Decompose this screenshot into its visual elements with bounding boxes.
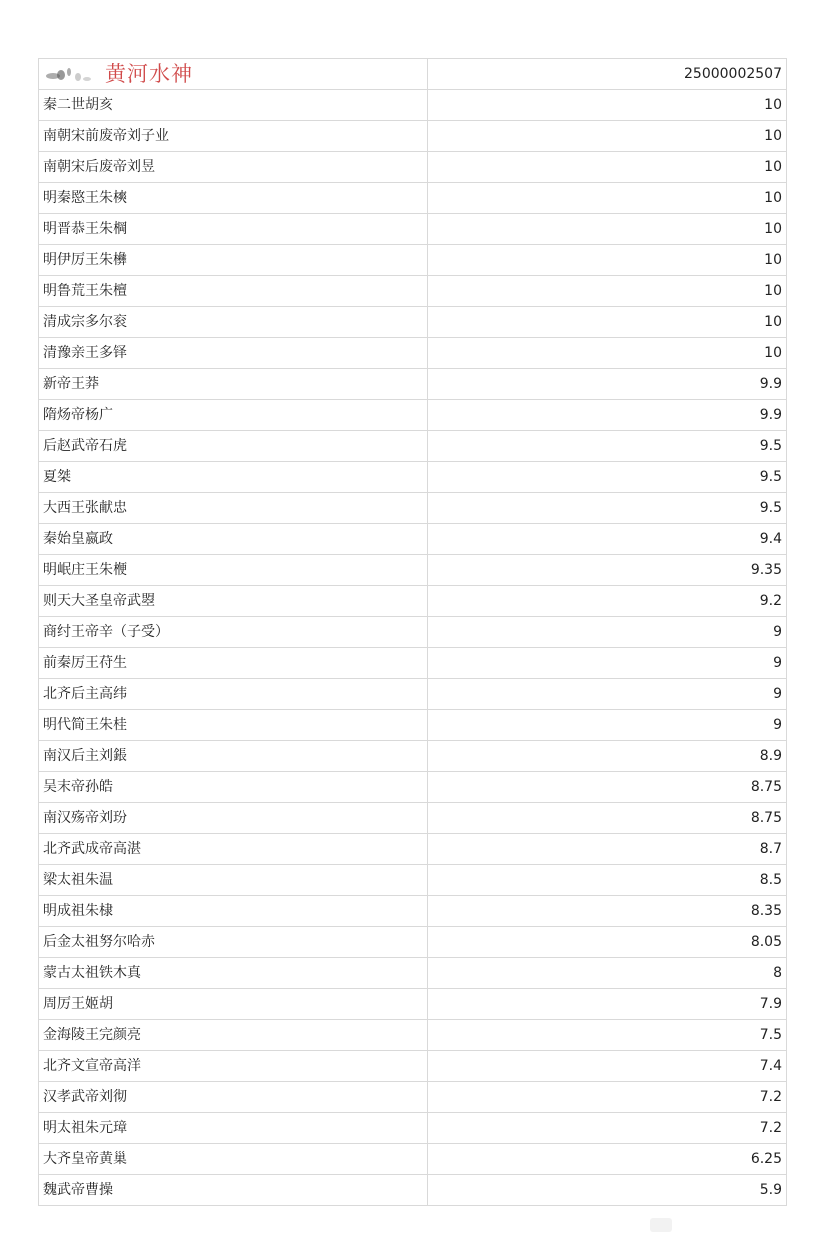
header-row	[39, 59, 787, 90]
name-cell[interactable]: 前秦厉王苻生	[39, 648, 428, 679]
value-cell[interactable]: 7.9	[428, 989, 787, 1020]
value-cell[interactable]: 7.2	[428, 1082, 787, 1113]
value-cell[interactable]: 8.75	[428, 803, 787, 834]
table-row	[39, 493, 787, 524]
header-value-cell[interactable]: 25000002507	[428, 59, 787, 90]
name-cell[interactable]: 明晋恭王朱棡	[39, 214, 428, 245]
value-cell[interactable]: 8.7	[428, 834, 787, 865]
table-row	[39, 214, 787, 245]
value-cell[interactable]: 9.9	[428, 369, 787, 400]
table-row	[39, 1020, 787, 1051]
name-cell[interactable]: 清豫亲王多铎	[39, 338, 428, 369]
value-cell[interactable]: 10	[428, 276, 787, 307]
table-row	[39, 245, 787, 276]
table-row	[39, 958, 787, 989]
value-cell[interactable]: 9.5	[428, 493, 787, 524]
table-row	[39, 772, 787, 803]
name-cell[interactable]: 北齐文宣帝高洋	[39, 1051, 428, 1082]
name-cell[interactable]: 夏桀	[39, 462, 428, 493]
value-cell[interactable]: 6.25	[428, 1144, 787, 1175]
table-row	[39, 865, 787, 896]
name-cell[interactable]: 后金太祖努尔哈赤	[39, 927, 428, 958]
value-cell[interactable]: 9.5	[428, 431, 787, 462]
name-cell[interactable]: 北齐后主高纬	[39, 679, 428, 710]
table-row	[39, 524, 787, 555]
table-row	[39, 1113, 787, 1144]
table-row	[39, 152, 787, 183]
value-cell[interactable]: 7.4	[428, 1051, 787, 1082]
name-cell[interactable]: 蒙古太祖铁木真	[39, 958, 428, 989]
name-cell[interactable]: 明太祖朱元璋	[39, 1113, 428, 1144]
watermark-mark	[650, 1218, 672, 1232]
table-row	[39, 276, 787, 307]
name-cell[interactable]: 清成宗多尔衮	[39, 307, 428, 338]
value-cell[interactable]: 9	[428, 710, 787, 741]
value-cell[interactable]: 10	[428, 245, 787, 276]
value-cell[interactable]: 10	[428, 90, 787, 121]
name-cell[interactable]: 北齐武成帝高湛	[39, 834, 428, 865]
name-cell[interactable]: 南朝宋前废帝刘子业	[39, 121, 428, 152]
name-cell[interactable]: 后赵武帝石虎	[39, 431, 428, 462]
table-row	[39, 1175, 787, 1206]
value-cell[interactable]: 9.35	[428, 555, 787, 586]
table-row	[39, 710, 787, 741]
table-row	[39, 1051, 787, 1082]
name-cell[interactable]: 大西王张献忠	[39, 493, 428, 524]
name-cell[interactable]: 吴末帝孙皓	[39, 772, 428, 803]
table-row	[39, 1082, 787, 1113]
name-cell[interactable]: 梁太祖朱温	[39, 865, 428, 896]
value-cell[interactable]: 9.4	[428, 524, 787, 555]
table-row	[39, 90, 787, 121]
value-cell[interactable]: 8	[428, 958, 787, 989]
header-name-cell[interactable]	[39, 59, 428, 90]
spreadsheet	[38, 58, 784, 1206]
name-cell[interactable]: 魏武帝曹操	[39, 1175, 428, 1206]
name-cell[interactable]: 南汉后主刘鋹	[39, 741, 428, 772]
value-cell[interactable]: 7.5	[428, 1020, 787, 1051]
name-cell[interactable]: 明秦愍王朱樉	[39, 183, 428, 214]
name-cell[interactable]: 明成祖朱棣	[39, 896, 428, 927]
table-row	[39, 617, 787, 648]
table-row	[39, 555, 787, 586]
name-cell[interactable]: 明伊厉王朱㰘	[39, 245, 428, 276]
value-cell[interactable]: 10	[428, 214, 787, 245]
name-cell[interactable]: 南朝宋后废帝刘昱	[39, 152, 428, 183]
value-cell[interactable]: 8.35	[428, 896, 787, 927]
value-cell[interactable]: 9	[428, 679, 787, 710]
value-cell[interactable]: 10	[428, 121, 787, 152]
table-row	[39, 400, 787, 431]
table-row	[39, 183, 787, 214]
name-cell[interactable]: 大齐皇帝黄巢	[39, 1144, 428, 1175]
table-row	[39, 431, 787, 462]
name-cell[interactable]: 汉孝武帝刘彻	[39, 1082, 428, 1113]
value-cell[interactable]: 9	[428, 648, 787, 679]
name-cell[interactable]: 明岷庄王朱楩	[39, 555, 428, 586]
table-row	[39, 338, 787, 369]
name-cell[interactable]: 隋炀帝杨广	[39, 400, 428, 431]
value-cell[interactable]: 10	[428, 183, 787, 214]
table-row	[39, 834, 787, 865]
table-row	[39, 741, 787, 772]
table-row	[39, 803, 787, 834]
name-cell[interactable]: 明鲁荒王朱檀	[39, 276, 428, 307]
table-row	[39, 989, 787, 1020]
sheet-title: 黄河水神	[105, 62, 193, 86]
blurred-image-icon	[43, 63, 93, 85]
value-cell[interactable]: 7.2	[428, 1113, 787, 1144]
table-body	[39, 59, 787, 1206]
table-row	[39, 307, 787, 338]
name-cell[interactable]: 金海陵王完颜亮	[39, 1020, 428, 1051]
value-cell[interactable]: 9.9	[428, 400, 787, 431]
value-cell[interactable]: 9.2	[428, 586, 787, 617]
name-cell[interactable]: 秦二世胡亥	[39, 90, 428, 121]
table-row	[39, 586, 787, 617]
name-cell[interactable]: 则天大圣皇帝武曌	[39, 586, 428, 617]
name-cell[interactable]: 新帝王莽	[39, 369, 428, 400]
value-cell[interactable]: 8.05	[428, 927, 787, 958]
value-cell[interactable]: 10	[428, 152, 787, 183]
value-cell[interactable]: 8.75	[428, 772, 787, 803]
value-cell[interactable]: 5.9	[428, 1175, 787, 1206]
value-cell[interactable]: 9.5	[428, 462, 787, 493]
data-table	[38, 58, 787, 1206]
table-row	[39, 648, 787, 679]
name-cell[interactable]: 商纣王帝辛（子受）	[39, 617, 428, 648]
name-cell[interactable]: 南汉殇帝刘玢	[39, 803, 428, 834]
name-cell[interactable]: 周厉王姬胡	[39, 989, 428, 1020]
value-cell[interactable]: 10	[428, 338, 787, 369]
table-row	[39, 369, 787, 400]
table-row	[39, 896, 787, 927]
table-row	[39, 927, 787, 958]
value-cell[interactable]: 8.9	[428, 741, 787, 772]
table-row	[39, 679, 787, 710]
value-cell[interactable]: 8.5	[428, 865, 787, 896]
name-cell[interactable]: 明代简王朱桂	[39, 710, 428, 741]
table-row	[39, 462, 787, 493]
value-cell[interactable]: 10	[428, 307, 787, 338]
table-row	[39, 121, 787, 152]
value-cell[interactable]: 9	[428, 617, 787, 648]
table-row	[39, 1144, 787, 1175]
name-cell[interactable]: 秦始皇嬴政	[39, 524, 428, 555]
